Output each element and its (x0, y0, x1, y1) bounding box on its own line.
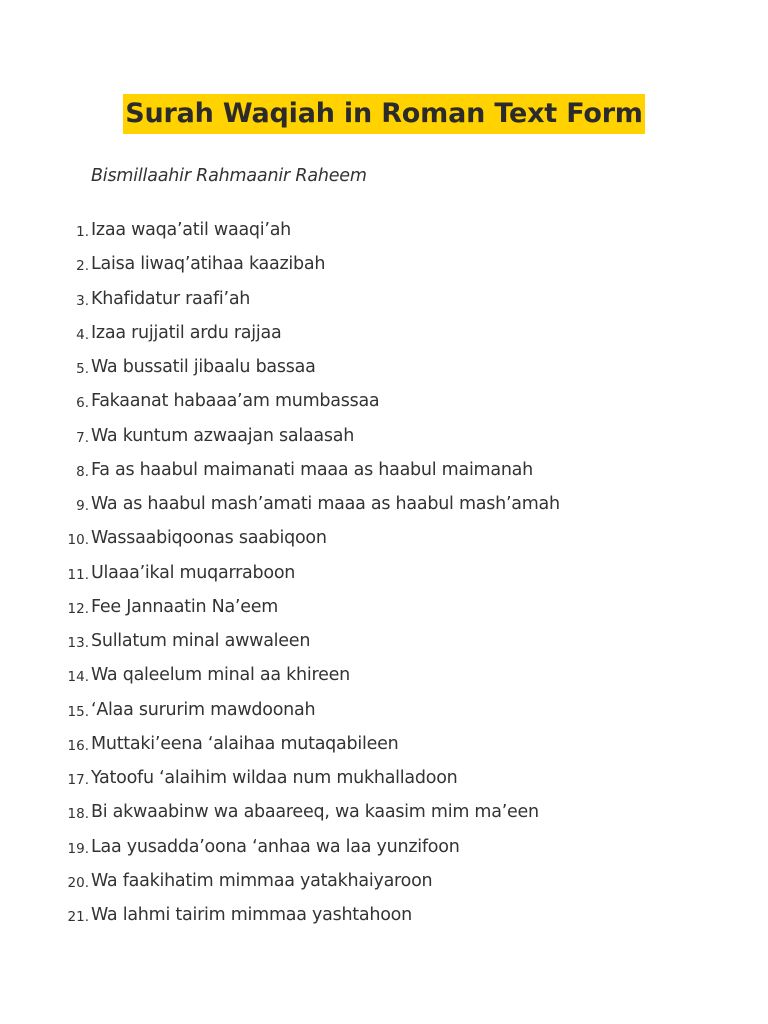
bismillah-subtitle: Bismillaahir Rahmaanir Raheem (91, 166, 367, 186)
verse-item (0, 800, 768, 834)
verse-item (0, 835, 768, 869)
verse-item (0, 732, 768, 766)
verse-text: Ulaaa’ikal muqarraboon (91, 562, 296, 583)
verse-item (0, 458, 768, 492)
verse-text: Wa faakihatim mimmaa yatakhaiyaroon (91, 870, 433, 891)
verse-text: Khafidatur raafi’ah (91, 288, 251, 309)
verse-item (0, 321, 768, 355)
verse-text: ‘Alaa sururim mawdoonah (91, 699, 316, 720)
verse-number: 8. (76, 463, 89, 480)
verse-number: 13. (67, 635, 89, 651)
verse-number: 6. (76, 395, 89, 412)
verse-text: Wa kuntum azwaajan salaasah (91, 425, 355, 446)
verse-item (0, 287, 768, 321)
verse-number: 5. (76, 361, 89, 377)
verse-number: 21. (67, 909, 89, 925)
verse-item (0, 766, 768, 800)
verse-text: Wa as haabul mash’amati maaa as haabul mash’amah (91, 494, 560, 514)
verse-number: 3. (76, 292, 89, 309)
verse-item (0, 252, 768, 286)
verse-text: Izaa waqa’atil waaqi’ah (91, 220, 292, 240)
verse-text: Wassaabiqoonas saabiqoon (91, 528, 327, 549)
verse-item (0, 424, 768, 458)
verse-item (0, 526, 768, 560)
verse-number: 4. (76, 326, 89, 343)
verse-item (0, 218, 768, 252)
verse-number: 1. (76, 224, 89, 240)
verse-text: Fakaanat habaaa’am mumbassaa (91, 391, 380, 412)
verse-text: Wa bussatil jibaalu bassaa (91, 357, 316, 377)
verse-number: 7. (76, 429, 89, 446)
page-title: Surah Waqiah in Roman Text Form (123, 94, 645, 134)
verse-text: Bi akwaabinw wa abaareeq, wa kaasim mim ma’een (91, 802, 539, 823)
verse-item (0, 561, 768, 595)
verse-item (0, 698, 768, 732)
verse-number: 20. (67, 874, 89, 891)
verse-text: Fee Jannaatin Na’eem (91, 596, 279, 617)
verse-number: 15. (67, 703, 89, 720)
verse-text: Laa yusadda’oona ‘anhaa wa laa yunzifoon (91, 836, 460, 857)
verse-number: 19. (67, 840, 89, 857)
verse-number: 18. (67, 806, 89, 823)
verse-item (0, 663, 768, 697)
verse-item (0, 869, 768, 903)
verse-item (0, 595, 768, 629)
verse-number: 14. (67, 669, 89, 686)
verse-item (0, 355, 768, 389)
verse-text: Laisa liwaq’atihaa kaazibah (91, 254, 326, 275)
title-wrapper (0, 94, 768, 134)
verse-list (0, 218, 768, 937)
verse-text: Wa qaleelum minal aa khireen (91, 665, 350, 686)
verse-item (0, 903, 768, 937)
verse-item (0, 492, 768, 526)
verse-text: Izaa rujjatil ardu rajjaa (91, 322, 282, 343)
verse-number: 17. (67, 772, 89, 788)
verse-number: 16. (67, 737, 89, 754)
verse-text: Sullatum minal awwaleen (91, 631, 311, 651)
verse-item (0, 629, 768, 663)
verse-number: 2. (76, 258, 89, 275)
verse-text: Wa lahmi tairim mimmaa yashtahoon (91, 905, 412, 925)
verse-text: Muttaki’eena ‘alaihaa mutaqabileen (91, 733, 399, 754)
verse-number: 11. (67, 566, 89, 583)
verse-number: 10. (67, 532, 89, 549)
verse-number: 12. (67, 600, 89, 617)
verse-item (0, 389, 768, 423)
verse-text: Yatoofu ‘alaihim wildaa num mukhalladoon (91, 768, 458, 788)
verse-number: 9. (76, 498, 89, 514)
verse-text: Fa as haabul maimanati maaa as haabul maimanah (91, 459, 533, 480)
